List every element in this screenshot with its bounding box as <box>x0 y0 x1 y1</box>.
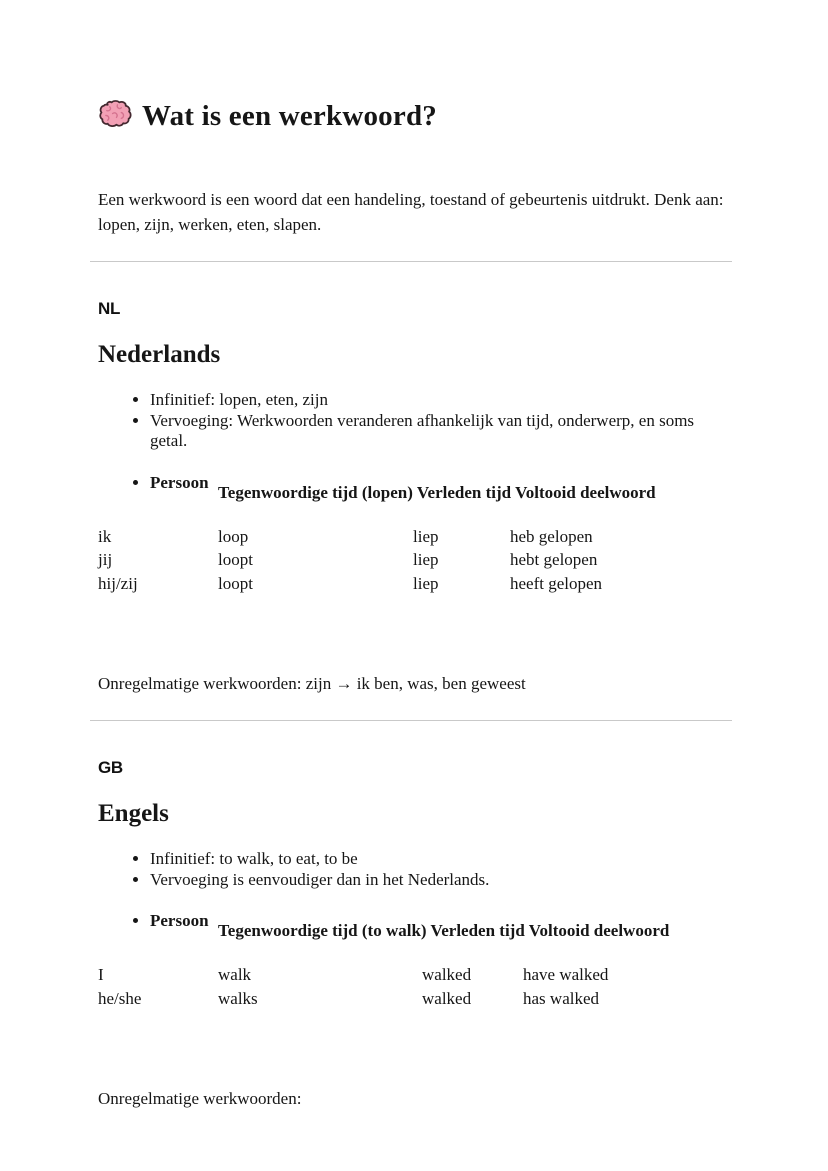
en-conjugation-table <box>98 963 730 1010</box>
table-header-columns <box>218 921 669 940</box>
table-row <box>98 572 730 596</box>
table-cell: I <box>98 965 104 984</box>
table-header-cell: Voltooid deelwoord <box>528 921 670 940</box>
nl-table-header-row <box>150 473 730 502</box>
table-cell: have walked <box>523 965 609 984</box>
section-english <box>98 758 730 1111</box>
table-header-persoon: Persoon <box>150 472 209 492</box>
intro-paragraph: Een werkwoord is een woord dat een handeling, toestand of gebeurtenis uitdrukt. Denk aan: lopen, zijn, werken, eten, slapen. <box>98 190 724 234</box>
en-table-header-list <box>98 911 730 940</box>
table-header-persoon: Persoon <box>150 911 209 930</box>
table-header-cell: Verleden tijd <box>416 482 512 502</box>
table-header-cell: Verleden tijd <box>430 921 525 940</box>
table-cell: loop <box>218 526 249 546</box>
table-cell: hij/zij <box>98 573 138 593</box>
section-divider <box>90 720 732 721</box>
nl-conjugation-table <box>98 525 730 596</box>
page-title-text: Wat is een werkwoord? <box>142 100 437 132</box>
table-row <box>98 525 730 549</box>
table-cell: walks <box>218 988 258 1008</box>
gb-flag-label: GB <box>98 758 123 777</box>
table-cell: has walked <box>523 988 600 1008</box>
table-header-columns <box>218 483 656 502</box>
table-cell: walked <box>422 965 472 984</box>
section-dutch <box>98 299 730 696</box>
en-table-header-row <box>150 911 730 940</box>
section-divider <box>90 261 732 262</box>
nl-table-header-list <box>98 473 730 502</box>
table-cell: loopt <box>218 573 253 593</box>
table-cell: liep <box>413 573 439 593</box>
table-cell: liep <box>413 526 439 546</box>
nl-irregular-verbs-note: Onregelmatige werkwoorden: zijn → ik ben, was, ben geweest <box>98 674 526 693</box>
table-cell: walked <box>422 988 472 1008</box>
table-header-cell: Voltooid deelwoord <box>515 482 656 502</box>
table-header-cell: Tegenwoordige tijd (lopen) <box>218 482 413 502</box>
heading-nederlands: Nederlands <box>98 341 221 368</box>
table-row <box>98 987 730 1011</box>
en-irregular-verbs-note: Onregelmatige werkwoorden: <box>98 1089 302 1108</box>
table-header-cell: Tegenwoordige tijd (to walk) <box>218 921 427 940</box>
bullet-item: • Infinitief: lopen, eten, zijn <box>150 390 730 411</box>
nl-flag-label: NL <box>98 299 121 318</box>
en-bullet-list <box>98 849 730 890</box>
nl-bullet-list <box>98 390 730 452</box>
document-content <box>0 97 828 1111</box>
table-cell: heeft gelopen <box>510 573 603 593</box>
page-title <box>98 97 730 135</box>
table-cell: loopt <box>218 550 253 569</box>
table-cell: walk <box>218 965 252 984</box>
table-cell: jij <box>98 550 113 569</box>
brain-emoji-icon <box>98 99 133 130</box>
table-row <box>98 548 730 572</box>
table-cell: ik <box>98 526 112 546</box>
bullet-item: • Infinitief: to walk, to eat, to be <box>150 849 730 870</box>
table-row <box>98 963 730 987</box>
heading-engels: Engels <box>98 800 169 827</box>
table-cell: hebt gelopen <box>510 550 598 569</box>
bullet-item: • Vervoeging: Werkwoorden veranderen afhankelijk van tijd, onderwerp, en soms getal. <box>150 411 730 452</box>
table-cell: liep <box>413 550 439 569</box>
bullet-item: • Vervoeging is eenvoudiger dan in het Nederlands. <box>150 870 730 891</box>
table-cell: he/she <box>98 988 142 1008</box>
table-cell: heb gelopen <box>510 526 593 546</box>
